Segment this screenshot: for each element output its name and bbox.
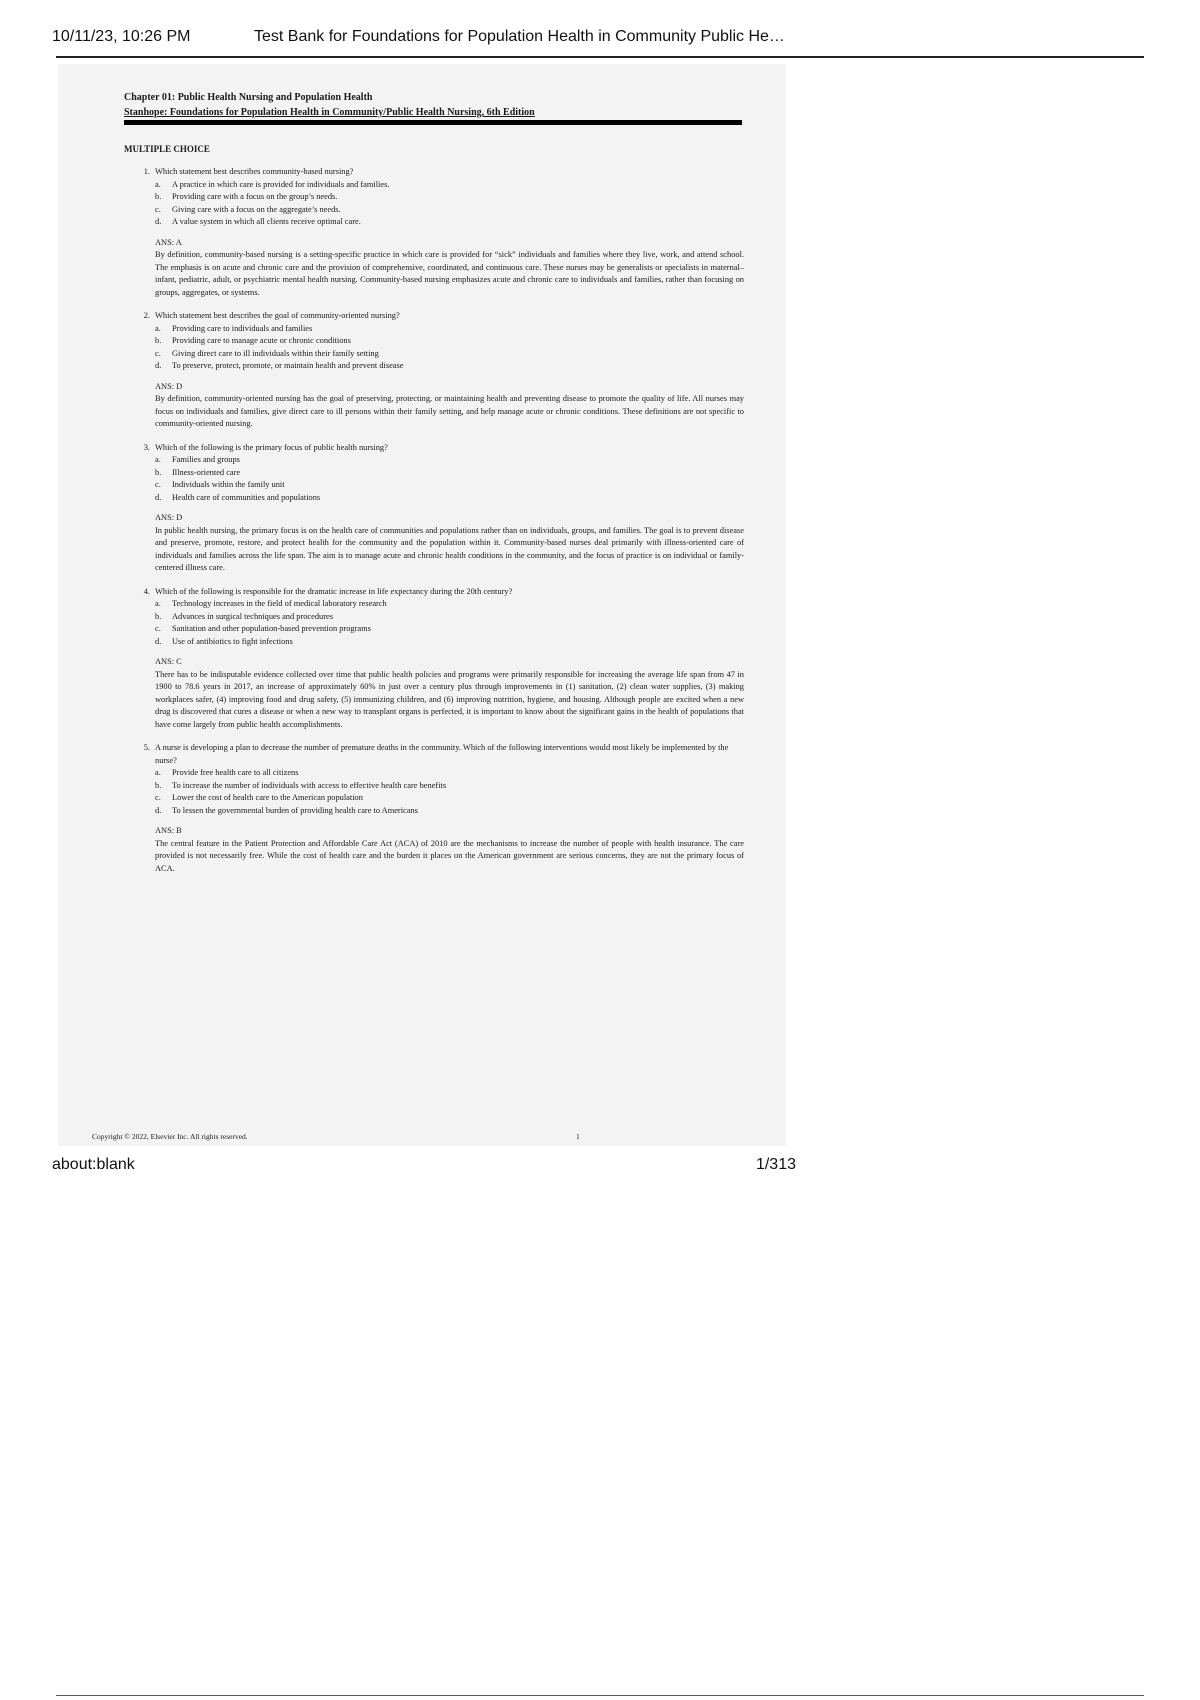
option-letter: a. [155, 599, 161, 608]
option-letter: c. [155, 480, 161, 489]
option-text: A value system in which all clients receive optimal care. [172, 217, 361, 226]
option [155, 780, 744, 793]
question-stem: A nurse is developing a plan to decrease the number of premature deaths in the community. Which of the following interventions would most likely be implemented by the nurse? [155, 743, 729, 765]
option [155, 335, 744, 348]
rationale: The central feature in the Patient Protection and Affordable Care Act (ACA) of 2010 are the mechanisms to increase the number of people with health insurance. The care provided is not necessarily free. While the cost of health care and the burden it places on the American government are serious concerns, they are not the primary focus of ACA. [155, 838, 744, 873]
option-text: Individuals within the family unit [172, 480, 285, 489]
option-text: Families and groups [172, 455, 240, 464]
option [155, 598, 744, 611]
print-datetime: 10/11/23, 10:26 PM [52, 28, 191, 45]
option [155, 611, 744, 624]
option [155, 191, 744, 204]
option-text: Providing care to manage acute or chronic conditions [172, 336, 351, 345]
question-number: 2. [143, 311, 150, 320]
option-text: Providing care with a focus on the group’s needs. [172, 192, 338, 201]
option-text: To increase the number of individuals with access to effective health care benefits [172, 780, 447, 790]
option-letter: a. [155, 455, 161, 464]
print-url: about:blank [52, 1156, 135, 1173]
option-letter: b. [155, 467, 162, 477]
option-text: Giving direct care to ill individuals within their family setting [172, 348, 379, 358]
answer-key: ANS: D [155, 381, 183, 391]
answer-key: ANS: A [155, 237, 182, 247]
option [155, 636, 744, 649]
option-text: Technology increases in the field of medical laboratory research [172, 599, 387, 608]
question-item [124, 742, 744, 875]
question-list [124, 166, 744, 886]
option [155, 348, 744, 361]
rationale: By definition, community-oriented nursing has the goal of preserving, protecting, or maintaining health and preventing disease to promote the quality of life. All nurses may focus on individuals and families, give direct care to ill persons within their family setting, and help manage acute or chronic conditions. These definitions are not specific to community-oriented nursing. [155, 394, 744, 428]
scanned-page [58, 64, 786, 1146]
option-letter: b. [155, 336, 162, 345]
option-letter: c. [155, 624, 161, 633]
option [155, 623, 744, 636]
option-letter: c. [155, 204, 161, 214]
option-letter: b. [155, 192, 162, 201]
option-letter: a. [155, 323, 161, 333]
option-letter: d. [155, 492, 162, 502]
option-text: Provide free health care to all citizens [172, 768, 299, 777]
option [155, 479, 744, 492]
option-letter: a. [155, 179, 161, 189]
option-letter: a. [155, 768, 161, 777]
option-text: To preserve, protect, promote, or maintain health and prevent disease [172, 361, 404, 370]
answer-options [155, 323, 744, 373]
option [155, 767, 744, 780]
document-heading [124, 90, 740, 120]
option-text: Health care of communities and populations [172, 492, 321, 502]
answer-key: ANS: B [155, 826, 182, 835]
option [155, 492, 744, 505]
option [155, 360, 744, 373]
answer-options [155, 598, 744, 648]
question-stem: Which statement best describes the goal of community-oriented nursing? [155, 311, 400, 320]
option-text: Lower the cost of health care to the American population [172, 793, 363, 802]
option-text: Giving care with a focus on the aggregate’s needs. [172, 204, 341, 214]
question-number: 4. [143, 586, 150, 596]
option [155, 179, 744, 192]
option-text: Providing care to individuals and families [172, 323, 313, 333]
book-title: Stanhope: Foundations for Population Health in Community/Public Health Nursing, 6th Edition [124, 107, 535, 118]
section-title: MULTIPLE CHOICE [124, 144, 210, 154]
option [155, 454, 744, 467]
print-page-count: 1/313 [755, 1156, 796, 1173]
option [155, 216, 744, 229]
answer-key: ANS: C [155, 657, 182, 666]
print-header [52, 26, 1144, 56]
print-page-title: Test Bank for Foundations for Population Health in Community Public He… [254, 28, 785, 45]
bottom-divider [56, 1695, 1144, 1696]
question-number: 1. [143, 167, 150, 176]
option-text: To lessen the governmental burden of providing health care to Americans [172, 805, 418, 815]
answer-key: ANS: D [155, 513, 183, 522]
question-stem: Which of the following is responsible for the dramatic increase in life expectancy during the 20th century? [155, 586, 513, 596]
question-item [124, 166, 744, 299]
option-letter: b. [155, 611, 162, 621]
option-text: Sanitation and other population-based prevention programs [172, 624, 371, 633]
option-text: Illness-oriented care [172, 467, 241, 477]
answer-options [155, 767, 744, 817]
question-number: 3. [143, 442, 150, 452]
option-text: Advances in surgical techniques and procedures [172, 611, 334, 621]
question-number: 5. [143, 743, 150, 752]
question-stem: Which of the following is the primary focus of public health nursing? [155, 442, 388, 452]
heading-rule [124, 120, 742, 125]
option [155, 323, 744, 336]
copyright-notice: Copyright © 2022, Elsevier Inc. All rights reserved. [92, 1132, 248, 1141]
question-item [124, 310, 744, 431]
chapter-title: Chapter 01: Public Health Nursing and Population Health [124, 92, 373, 103]
answer-options [155, 454, 744, 504]
rationale: In public health nursing, the primary focus is on the health care of communities and populations rather than on individuals, groups, and families. The goal is to prevent disease and preserve, promote, restore, and protect health for the community and the population within it. Community-based nurses deal primarily with illness-oriented care of individuals and families across the life span. The aim is to manage acute and chronic health conditions in the community, and the focus of practice is on individual or family-centered illness care. [155, 525, 744, 572]
document-page-number: 1 [576, 1132, 580, 1141]
question-stem: Which statement best describes community-based nursing? [155, 167, 354, 176]
option-letter: c. [155, 348, 161, 358]
option-letter: d. [155, 636, 162, 646]
answer-options [155, 179, 744, 229]
question-item [124, 586, 744, 732]
option [155, 204, 744, 217]
option-letter: d. [155, 805, 162, 815]
option [155, 792, 744, 805]
question-item [124, 442, 744, 575]
option-letter: d. [155, 217, 162, 226]
option-text: Use of antibiotics to fight infections [172, 636, 293, 646]
rationale: By definition, community-based nursing is a setting-specific practice in which care is provided for “sick” individuals and families where they live, work, and attend school. The emphasis is on acute and chronic care and the provision of comprehensive, coordinated, and continuous care. These nurses may be generalists or specialists in maternal–infant, pediatric, adult, or psychiatric mental health nursing. Community-based nursing emphasizes acute and chronic care to individuals and families, rather than focusing on groups, aggregates, or systems. [155, 250, 744, 297]
rationale: There has to be indisputable evidence collected over time that public health policies and programs were primarily responsible for increasing the average life span from 47 in 1900 to 78.6 years in 2017, an increase of approximately 60% in just over a century plus through improvements in (1) sanitation, (2) clean water supplies, (3) making workplaces safer, (4) improving food and drug safety, (5) immunizing children, and (6) improving nutrition, hygiene, and housing. Although people are excited when a new drug is discovered that cures a disease or when a new way to transplant organs is perfected, it is important to know about the significant gains in the health of populations that have come largely from public health accomplishments. [155, 669, 744, 729]
option-letter: b. [155, 780, 162, 790]
option-letter: d. [155, 361, 162, 370]
option-letter: c. [155, 793, 161, 802]
option [155, 805, 744, 818]
option-text: A practice in which care is provided for individuals and families. [172, 179, 390, 189]
document-footer [92, 1132, 612, 1141]
header-divider [56, 56, 1144, 58]
option [155, 467, 744, 480]
